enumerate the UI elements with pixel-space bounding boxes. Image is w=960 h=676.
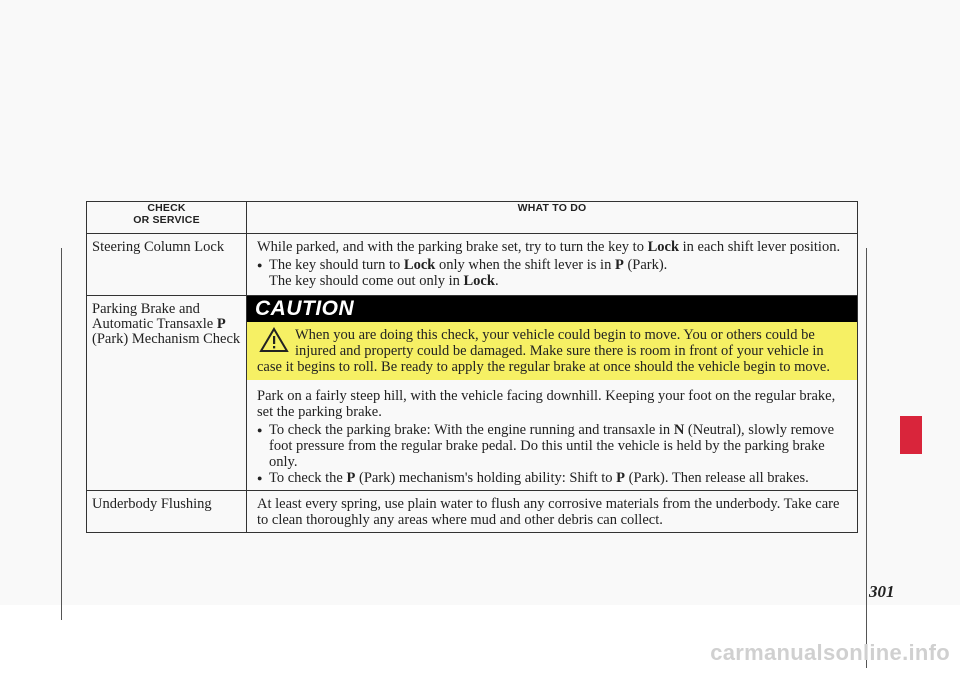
list-item: ● To check the P (Park) mechanism's holding ability: Shift to P (Park). Then release all brakes. — [257, 470, 809, 486]
todo-underbody-flushing: At least every spring, use plain water to flush any corrosive materials from the underbody. Take care to clean thoroughly any areas where mud and other debris can collect. — [247, 491, 858, 533]
caution-box — [247, 322, 857, 380]
caution-title: CAUTION — [255, 297, 355, 320]
todo-intro: While parked, and with the parking brake set, try to turn the key to Lock in each shift lever position. — [257, 239, 841, 255]
header-what-to-do: WHAT TO DO — [247, 202, 858, 234]
table-row — [87, 491, 858, 533]
todo-subnote: The key should come out only in Lock. — [269, 273, 499, 289]
bullet-dot-icon: ● — [257, 425, 263, 435]
table-row — [87, 234, 858, 296]
parking-brake-instructions — [247, 380, 857, 490]
check-steering-column-lock: Steering Column Lock — [87, 234, 247, 296]
margin-rule-left — [61, 248, 62, 620]
caution-text: When you are doing this check, your vehicle could begin to move. You or others could be injured and property could be damaged. Make sure there is room in front of your vehicle in case it begins to roll. Be ready to apply the regular brake at once should the vehicle begin to move. — [257, 327, 830, 375]
check-parking-brake: Parking Brake and Automatic Transaxle P (Park) Mechanism Check — [87, 296, 247, 491]
header-check-line1: CHECK — [147, 202, 186, 214]
table-header-row — [87, 202, 858, 234]
list-item: ● The key should turn to Lock only when the shift lever is in P (Park). — [257, 257, 668, 273]
instruction-paragraph: Park on a fairly steep hill, with the vehicle facing downhill. Keeping your foot on the regular brake, set the parking brake. — [257, 388, 836, 420]
warning-triangle-icon — [259, 327, 289, 353]
check-underbody-flushing: Underbody Flushing — [87, 491, 247, 533]
page-number: 301 — [869, 582, 895, 601]
section-tab-marker — [900, 416, 922, 454]
header-check-line2: OR SERVICE — [133, 214, 200, 226]
list-item: ● To check the parking brake: With the engine running and transaxle in N (Neutral), slowly remove foot pressure from the regular brake pedal. Do this until the vehicle is held by the parking brake only. — [257, 422, 835, 470]
caution-banner — [247, 296, 857, 322]
todo-parking-brake — [247, 296, 858, 491]
bullet-dot-icon: ● — [257, 473, 263, 483]
bullet-dot-icon: ● — [257, 260, 263, 270]
maintenance-table — [86, 201, 858, 533]
header-check-or-service — [87, 202, 247, 234]
table-row — [87, 296, 858, 491]
margin-rule-right — [866, 248, 867, 668]
watermark: carmanualsonline.info — [710, 640, 950, 665]
todo-steering-column-lock — [247, 234, 858, 296]
